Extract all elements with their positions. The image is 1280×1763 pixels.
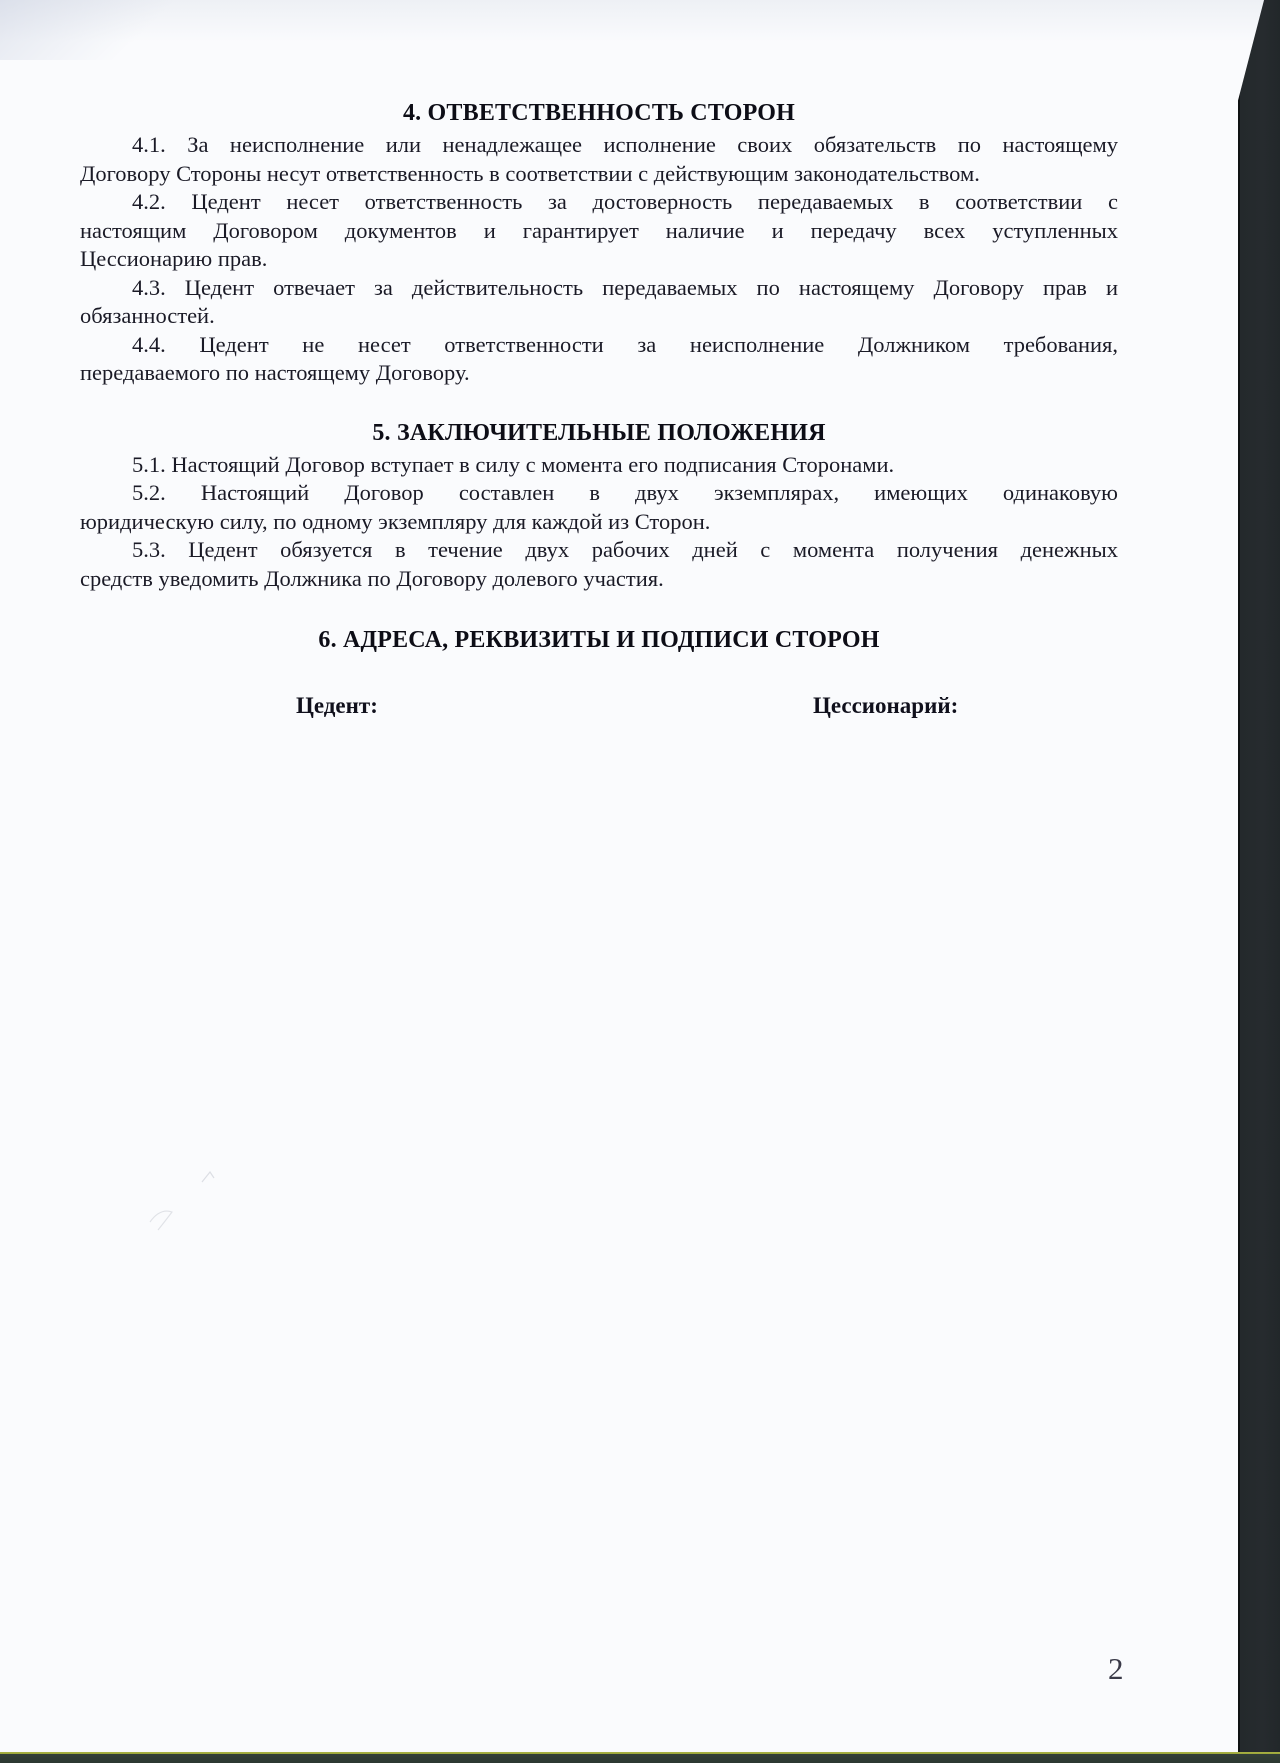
section-heading-4: 4. ОТВЕТСТВЕННОСТЬ СТОРОН [402, 100, 796, 126]
page-number: 2 [1108, 1651, 1124, 1686]
contract-text-column [80, 98, 1118, 721]
contract-line: средств уведомить Должника по Договору долевого участия. [80, 565, 664, 591]
contract-line: 5.2. Настоящий Договор составлен в двух экземплярах, имеющих одинаковую [132, 480, 1118, 505]
section-heading-5: 5. ЗАКЛЮЧИТЕЛЬНЫЕ ПОЛОЖЕНИЯ [372, 419, 826, 446]
cessionary-signature-label: Цессионарий: [813, 693, 959, 718]
paragraph-5-3 [80, 536, 1118, 593]
scanner-bed-right-band [1238, 0, 1280, 1763]
contract-line: 5.3. Цедент обязуется в течение двух рабочих дней с момента получения денежных [132, 537, 1118, 562]
contract-line: Договору Стороны несут ответственность в соответствии с действующим законодательством. [80, 160, 980, 186]
paragraph-4-3 [80, 274, 1118, 331]
contract-line: обязанностей. [80, 303, 215, 328]
contract-line: настоящим Договором документов и гарантирует наличие и передачу всех уступленных [80, 217, 1118, 243]
scanner-bed-bottom-band [0, 1752, 1280, 1763]
contract-line: передаваемого по настоящему Договору. [80, 360, 470, 385]
scan-shading-corner [0, 0, 210, 60]
contract-line: Цессионарию прав. [80, 246, 268, 271]
contract-line: 4.2. Цедент несет ответственность за достоверность передаваемых в соответствии с [132, 189, 1118, 214]
paragraph-4-2 [80, 188, 1118, 274]
section-heading-6: 6. АДРЕСА, РЕКВИЗИТЫ И ПОДПИСИ СТОРОН [318, 627, 880, 653]
cedent-signature-label: Цедент: [296, 693, 378, 718]
paragraph-5-1 [80, 451, 1118, 480]
paragraph-5-2 [80, 479, 1118, 536]
scan-shading-top [0, 0, 1280, 42]
paragraph-4-4 [80, 331, 1118, 388]
contract-line: юридическую силу, по одному экземпляру для каждой из Сторон. [80, 508, 711, 534]
contract-line: 4.4. Цедент не несет ответственности за неисполнение Должником требования, [132, 331, 1118, 357]
contract-line: 4.1. За неисполнение или ненадлежащее исполнение своих обязательств по настоящему [132, 132, 1118, 157]
contract-line: 5.1. Настоящий Договор вступает в силу с момента его подписания Сторонами. [132, 451, 895, 477]
paragraph-4-1 [80, 131, 1118, 188]
contract-line: 4.3. Цедент отвечает за действительность передаваемых по настоящему Договору прав и [132, 274, 1118, 300]
signature-labels-row [80, 691, 1118, 721]
